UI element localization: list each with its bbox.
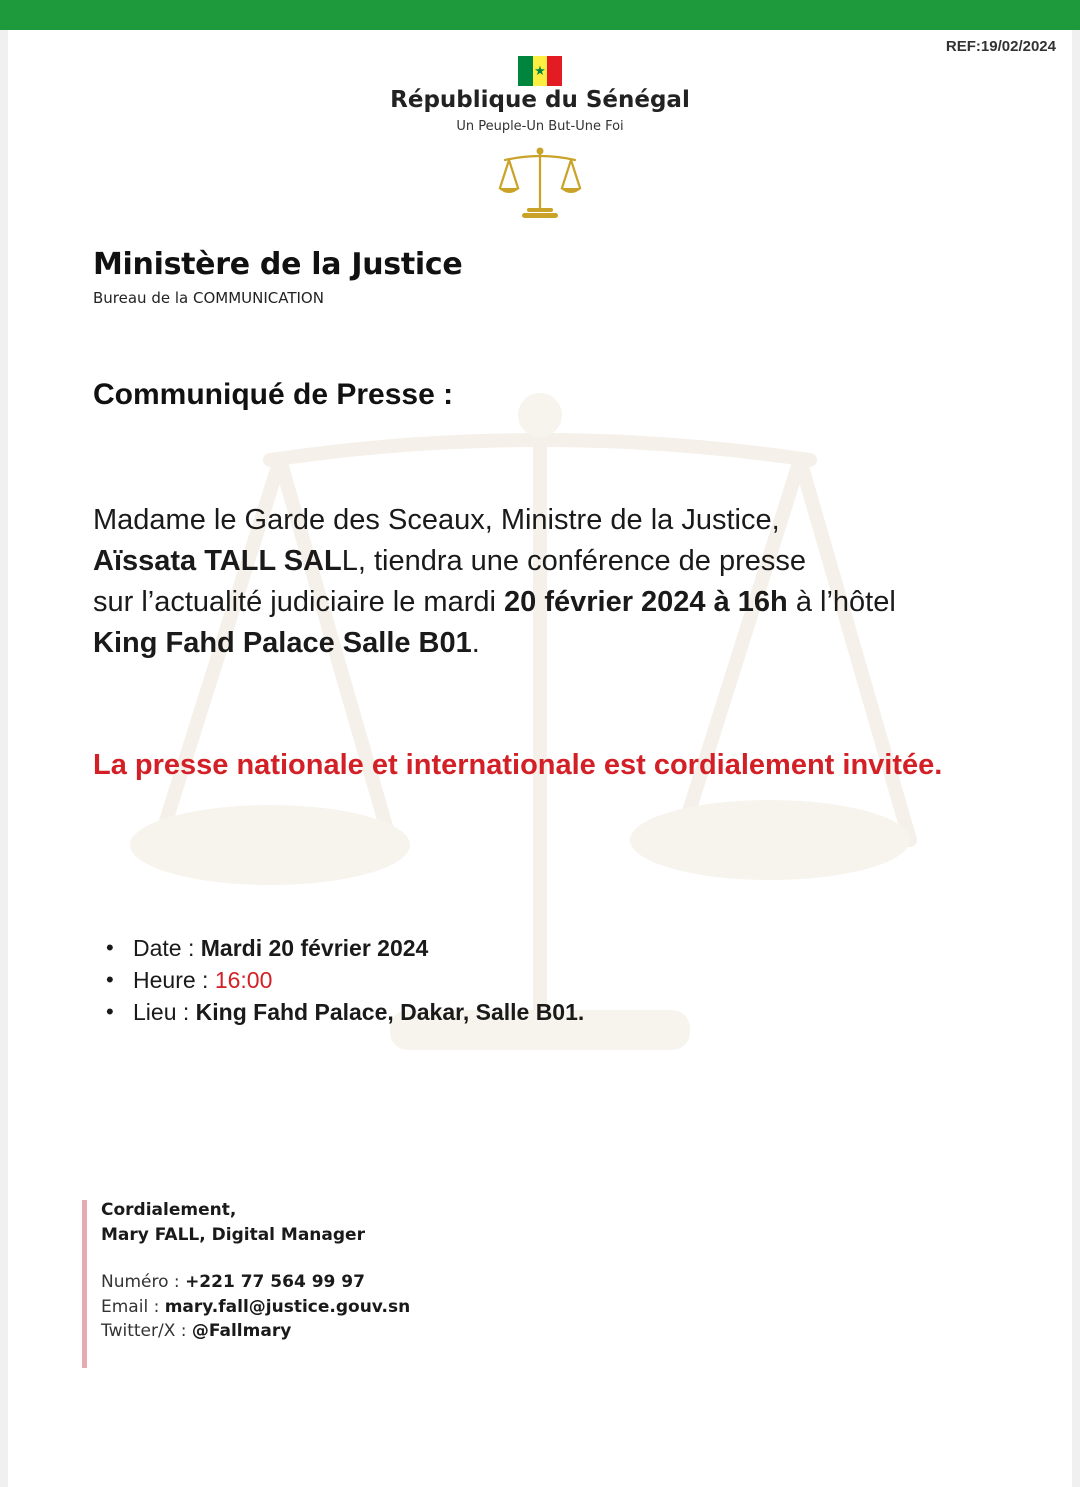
country-name: République du Sénégal [390,87,690,113]
left-margin [0,30,8,1487]
bureau-name: Bureau de la COMMUNICATION [93,289,324,307]
top-green-bar [0,0,1080,30]
body-line-3: sur l’actualité judiciaire le mardi 20 février 2024 à 16h à l’hôtel [93,586,896,618]
press-release-body [93,500,993,664]
press-invitation: La presse nationale et internationale est cordialement invitée. [93,749,943,781]
minister-name: Aïssata TALL SAL [93,545,342,577]
reference-number: REF:19/02/2024 [945,38,1056,55]
body-line-2: Aïssata TALL SALL, tiendra une conférence de presse [93,545,807,577]
list-item: • Date : Mardi 20 février 2024 [106,932,584,964]
signature-closing: Cordialement, [101,1200,237,1220]
event-details-list [106,932,584,1028]
signature-author: Mary FALL, Digital Manager [101,1225,365,1245]
body-line-4: King Fahd Palace Salle B01. [93,627,480,659]
signature-accent-bar [82,1200,87,1368]
event-venue: King Fahd Palace Salle B01 [93,627,472,659]
body-line-1: Madame le Garde des Sceaux, Ministre de la Justice, [93,504,780,536]
contact-phone: Numéro : +221 77 564 99 97 [101,1272,365,1292]
contact-email: Email : mary.fall@justice.gouv.sn [101,1297,411,1317]
senegal-flag-icon: ★ [518,56,562,86]
event-datetime: 20 février 2024 à 16h [504,586,788,618]
scales-of-justice-icon [495,146,585,220]
right-margin [1072,30,1080,1487]
list-item: • Heure : 16:00 [106,964,584,996]
list-item: • Lieu : King Fahd Palace, Dakar, Salle B01. [106,996,584,1028]
ministry-name: Ministère de la Justice [93,247,463,282]
national-motto: Un Peuple-Un But-Une Foi [456,119,624,134]
contact-twitter: Twitter/X : @Fallmary [101,1321,292,1341]
press-release-title: Communiqué de Presse : [93,378,454,411]
